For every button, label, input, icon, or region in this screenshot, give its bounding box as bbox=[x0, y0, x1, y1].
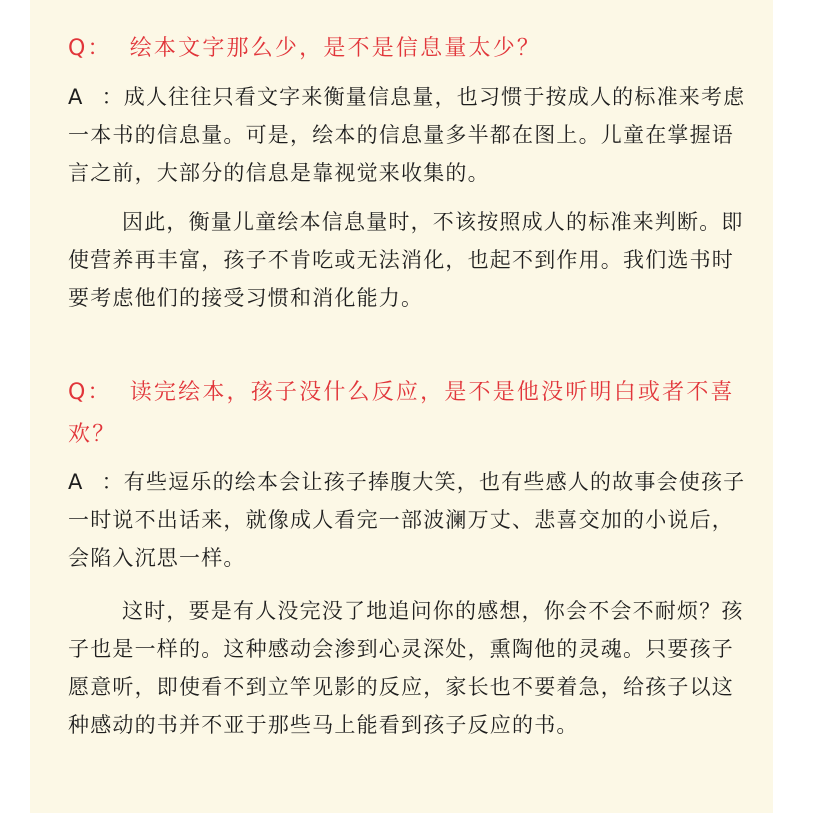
answer-2-text: ：有些逗乐的绘本会让孩子捧腹大笑，也有些感人的故事会使孩子一时说不出话来，就像成人看完一部波澜万丈、悲喜交加的小说后，会陷入沉思一样。 bbox=[68, 470, 746, 570]
question-2-text: 读完绘本，孩子没什么反应，是不是他没听明白或者不喜欢？ bbox=[68, 380, 735, 447]
question-2 bbox=[68, 372, 748, 456]
question-1-label: Q： bbox=[68, 36, 112, 61]
answer-1-label: A bbox=[68, 85, 84, 109]
answer-2 bbox=[68, 463, 750, 577]
question-1 bbox=[68, 28, 748, 70]
question-1-text: 绘本文字那么少，是不是信息量太少？ bbox=[129, 36, 542, 61]
answer-1 bbox=[68, 78, 750, 192]
question-2-label: Q： bbox=[68, 380, 112, 405]
paragraph-2: 这时，要是有人没完没了地追问你的感想，你会不会不耐烦？孩子也是一样的。这种感动会渗到心灵深处，熏陶他的灵魂。只要孩子愿意听，即使看不到立竿见影的反应，家长也不要着急，给孩子以这种感动的书并不亚于那些马上能看到孩子反应的书。 bbox=[68, 599, 744, 737]
paragraph-1: 因此，衡量儿童绘本信息量时，不该按照成人的标准来判断。即使营养再丰富，孩子不肯吃或无法消化，也起不到作用。我们选书时要考虑他们的接受习惯和消化能力。 bbox=[68, 210, 744, 310]
answer-1-text: ：成人往往只看文字来衡量信息量，也习惯于按成人的标准来考虑一本书的信息量。可是，绘本的信息量多半都在图上。儿童在掌握语言之前，大部分的信息是靠视觉来收集的。 bbox=[68, 85, 746, 185]
article-page bbox=[30, 0, 773, 813]
answer-2-label: A bbox=[68, 470, 84, 494]
